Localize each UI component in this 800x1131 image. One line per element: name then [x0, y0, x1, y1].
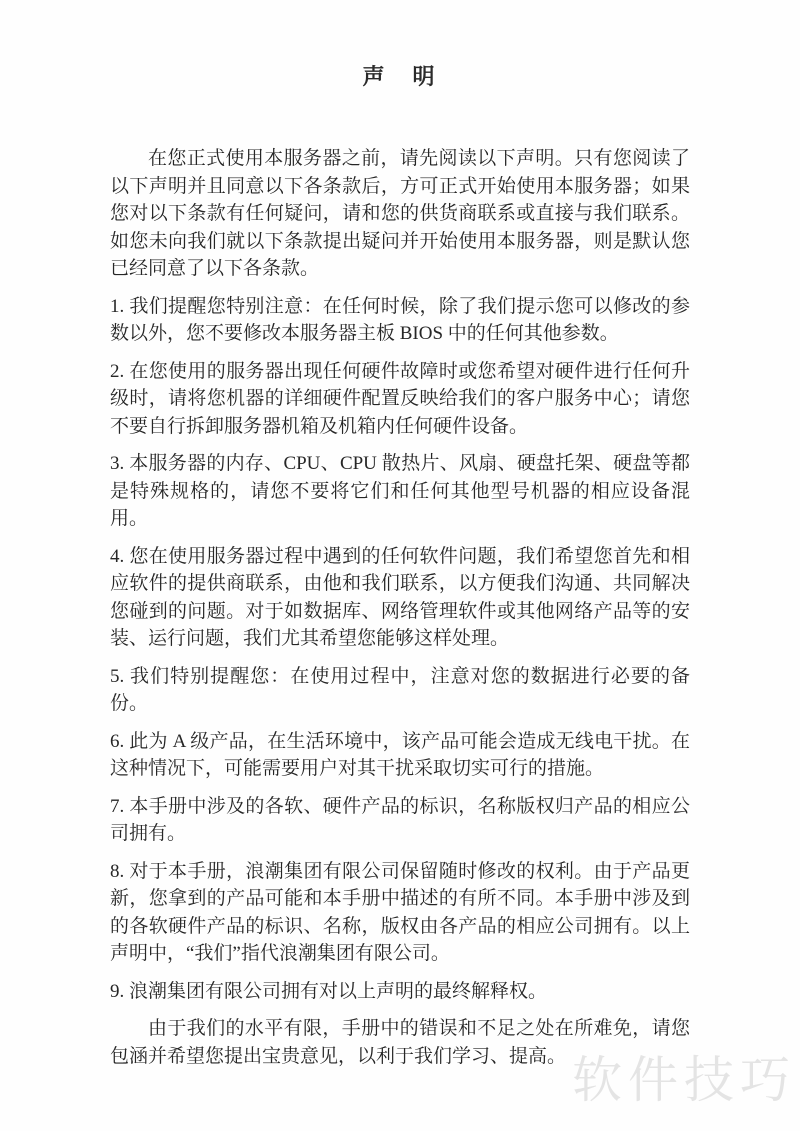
- watermark: 软件技巧: [572, 1052, 796, 1108]
- statement-item-2: 2. 在您使用的服务器出现任何硬件故障时或您希望对硬件进行任何升级时，请将您机器的详细硬件配置反映给我们的客户服务中心；请您不要自行拆卸服务器机箱及机箱内任何硬件设备。: [110, 360, 690, 437]
- statement-item-4: 4. 您在使用服务器过程中遇到的任何软件问题，我们希望您首先和相应软件的提供商联系，由他和我们联系，以方便我们沟通、共同解决您碰到的问题。对于如数据库、网络管理软件或其他网络产品等的安装、运行问题，我们尤其希望您能够这样处理。: [110, 545, 690, 649]
- intro-paragraph: 在您正式使用本服务器之前，请先阅读以下声明。只有您阅读了以下声明并且同意以下各条款后，方可正式开始使用本服务器；如果您对以下条款有任何疑问，请和您的供货商联系或直接与我们联系。如您未向我们就以下条款提出疑问并开始使用本服务器，则是默认您已经同意了以下各条款。: [110, 148, 690, 279]
- statement-item-7: 7. 本手册中涉及的各软、硬件产品的标识，名称版权归产品的相应公司拥有。: [110, 795, 690, 844]
- statement-item-5: 5. 我们特别提醒您：在使用过程中，注意对您的数据进行必要的备份。: [110, 665, 690, 714]
- statement-item-8: 8. 对于本手册，浪潮集团有限公司保留随时修改的权利。由于产品更新，您拿到的产品可能和本手册中描述的有所不同。本手册中涉及到的各软硬件产品的标识、名称，版权由各产品的相应公司拥有。以上声明中，“我们”指代浪潮集团有限公司。: [110, 860, 690, 964]
- statement-item-6: 6. 此为 A 级产品，在生活环境中，该产品可能会造成无线电干扰。在这种情况下，可能需要用户对其干扰采取切实可行的措施。: [110, 730, 690, 779]
- statement-item-1: 1. 我们提醒您特别注意：在任何时候，除了我们提示您可以修改的参数以外，您不要修改本服务器主板 BIOS 中的任何其他参数。: [110, 295, 690, 344]
- page-title: 声 明: [362, 64, 438, 89]
- statement-item-3: 3. 本服务器的内存、CPU、CPU 散热片、风扇、硬盘托架、硬盘等都是特殊规格的，请您不要将它们和任何其他型号机器的相应设备混用。: [110, 453, 690, 529]
- statement-item-9: 9. 浪潮集团有限公司拥有对以上声明的最终解释权。: [110, 980, 548, 1002]
- closing-paragraph: 由于我们的水平有限，手册中的错误和不足之处在所难免，请您包涵并希望您提出宝贵意见，以利于我们学习、提高。: [110, 1018, 690, 1067]
- statement-body: [110, 145, 690, 1070]
